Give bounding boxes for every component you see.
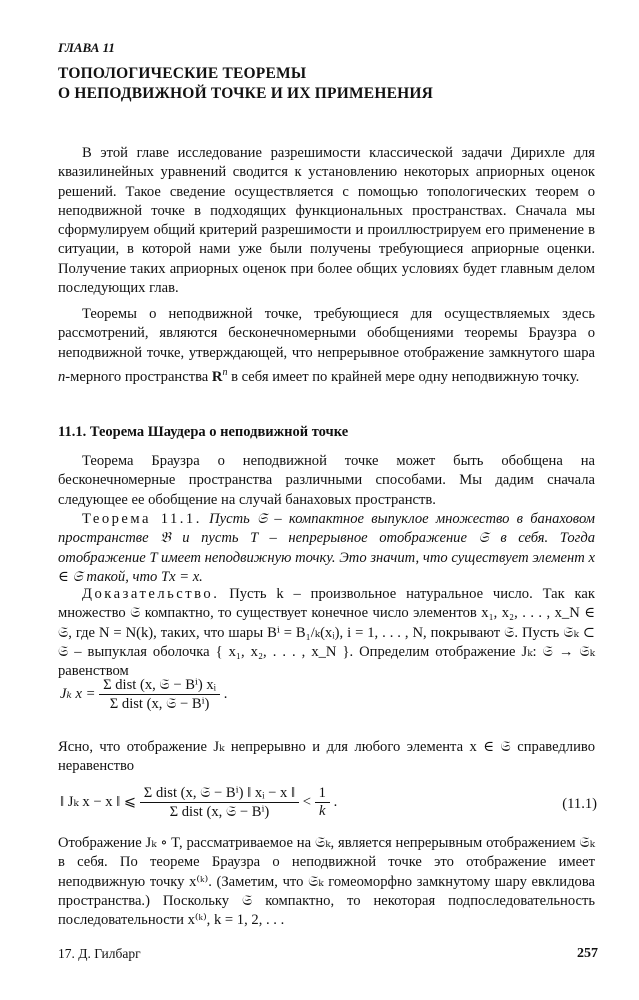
footer-signature: 17. Д. Гилбарг (58, 946, 141, 961)
formula2-denominator: Σ dist (x, 𝔖 − Bⁱ) (140, 802, 299, 821)
theorem-label: Теорема 11.1. (82, 511, 202, 527)
formula2-fraction (140, 784, 299, 821)
formula2-numerator: Σ dist (x, 𝔖 − Bⁱ) ‖ xᵢ − x ‖ (143, 785, 296, 801)
chapter-title-line-1: ТОПОЛОГИЧЕСКИЕ ТЕОРЕМЫ (58, 65, 307, 82)
formula2-end: . (333, 793, 338, 810)
formula1-denominator: Σ dist (x, 𝔖 − Bⁱ) (99, 694, 220, 713)
formula1-fraction (99, 676, 220, 713)
intro-p2-R: R (211, 368, 223, 385)
page-number: 257 (577, 946, 598, 961)
formula1-end: . (223, 685, 228, 702)
formula2-right-fraction (315, 785, 330, 820)
intro-p2-part-c: в себя имеет по крайней мере одну неподвижную точку. (227, 368, 580, 385)
theorem-11-1 (58, 510, 595, 587)
formula-11-1 (60, 784, 597, 821)
intro-paragraph-1: В этой главе исследование разрешимости классической задачи Дирихле для квазилинейных уравнений сводится к установлению некоторых априорных оценок решений. Такое сведение осуществляется с помощью топологических теорем о неподвижной точке в подходящих функциональных пространствах. Сначала мы сформулируем общий критерий разрешимости и проиллюстрируем его применение в ситуации, в которой нами уже были получены требующиеся априорные оценки. Получение таких априорных оценок при более общих условиях будет главным делом последующих глав. (58, 145, 595, 297)
chapter-label: ГЛАВА 11 (58, 40, 115, 55)
proof-label: Доказательство. (82, 586, 220, 602)
proof-paragraph (58, 585, 595, 681)
theorem-text: Пусть 𝔖 – компактное выпуклое множество в банаховом пространстве 𝔅 и пусть T – непрерывное отображение 𝔖 в себя. Тогда отображение T имеет неподвижную точку. Это значит, что существует элемент x ∈ 𝔖 такой, что Tx = x. (58, 511, 595, 585)
proof-text: Пусть k – произвольное натуральное число. Так как множество 𝔖 компактно, то существует конечное число элементов x₁, x₂, . . . , x_N ∈ 𝔖, где N = N(k), таких, что шары Bⁱ = B₁/ₖ(xᵢ), i = 1, . . . , N, покрывают 𝔖. Пусть 𝔖ₖ ⊂ 𝔖 – выпуклая оболочка { x₁, x₂, . . . , x_N }. Определим отображение Jₖ: 𝔖 → 𝔖ₖ равенством (58, 586, 595, 680)
intro-paragraph-2: Теоремы о неподвижной точке, требующиеся для осуществляемых здесь рассмотрений, являются бесконечномерными обобщениями теоремы Браузра о неподвижной точке, утверждающей, что непрерывное отображение замкнутого шара n-мерного пространства $R^n$ в себя имеет по крайней мере одну неподвижную точку. (58, 306, 595, 385)
intro-p2-part-a: Теоремы о неподвижной точке, требующиеся для осуществляемых здесь рассмотрений, являются бесконечномерными обобщениями теоремы Браузра о неподвижной точке, утверждающей, что непрерывное отображение замкнутого шара (58, 306, 595, 361)
formula1-lhs: Jₖ x = (60, 685, 96, 702)
intro-p2-part-b: -мерного пространства (65, 368, 212, 385)
chapter-title-line-2: О НЕПОДВИЖНОЙ ТОЧКЕ И ИХ ПРИМЕНЕНИЯ (58, 85, 434, 102)
formula-J-k (60, 676, 227, 713)
chapter-title (58, 64, 433, 104)
intro-p2-n: n (58, 368, 66, 385)
formula2-right-numerator: 1 (318, 785, 326, 801)
formula2-right-denominator: k (315, 802, 330, 820)
paragraph-5: Отображение Jₖ ∘ T, рассматриваемое на 𝔖ₖ, является непрерывным отображением 𝔖ₖ в себя. По теореме Браузра о неподвижной точке это отображение имеет неподвижную точку x⁽ᵏ⁾. (Заметим, что 𝔖ₖ гомеоморфно замкнутому шару евклидова пространства.) Поскольку 𝔖 компактно, то некоторая подпоследовательность последовательности x⁽ᵏ⁾, k = 1, 2, . . . (58, 835, 595, 929)
formula2-lhs: ‖ Jₖ x − x ‖ ⩽ (60, 793, 137, 810)
section-heading: 11.1. Теорема Шаудера о неподвижной точке (58, 424, 349, 440)
formula2-lt: < (302, 793, 311, 810)
paragraph-3: Теорема Браузра о неподвижной точке может быть обобщена на бесконечномерные пространства различными способами. Мы дадим сначала следующее ее обобщение на случай банаховых пространств. (58, 453, 595, 508)
equation-number: (11.1) (562, 796, 597, 812)
paragraph-4: Ясно, что отображение Jₖ непрерывно и для любого элемента x ∈ 𝔖 справедливо неравенство (58, 739, 595, 775)
formula1-numerator: Σ dist (x, 𝔖 − Bⁱ) xᵢ (103, 677, 217, 693)
